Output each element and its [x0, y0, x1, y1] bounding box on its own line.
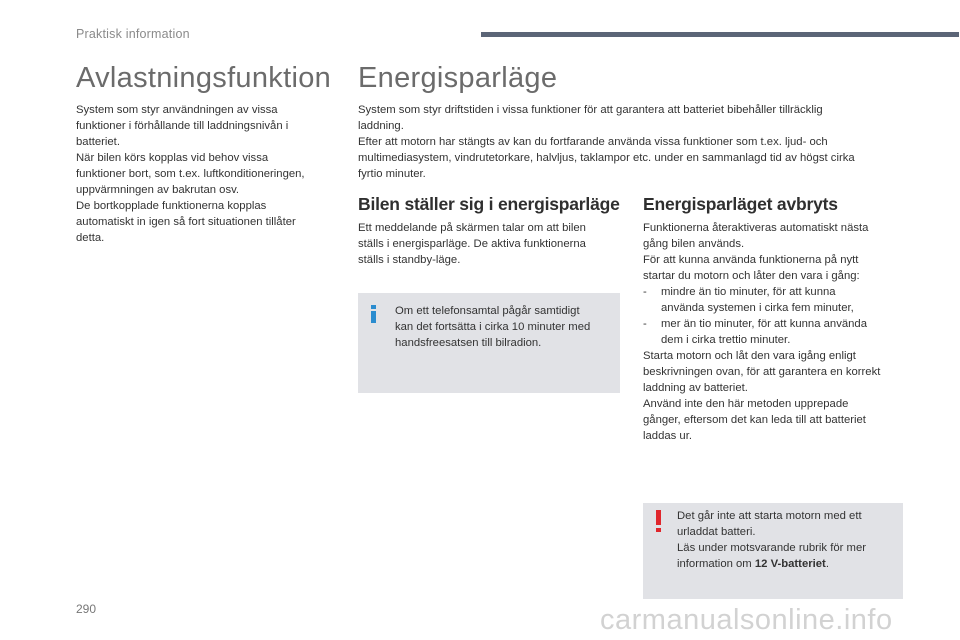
text-line: automatiskt in igen så fort situationen tillåter [76, 216, 296, 228]
text-line: laddas ur. [643, 430, 692, 442]
section-header: Praktisk information [76, 27, 190, 41]
bullet-dash: - [643, 286, 647, 298]
warning-note-box [643, 503, 903, 599]
text-line: System som styr driftstiden i vissa funktioner för att garantera att batteriet bibehåller tillräcklig [358, 104, 823, 116]
text-line: Det går inte att starta motorn med ett [677, 510, 862, 522]
text-line: kan det fortsätta i cirka 10 minuter med [395, 321, 591, 333]
text-line: använda systemen i cirka fem minuter, [661, 302, 854, 314]
text-line: System som styr användningen av vissa [76, 104, 278, 116]
text-line: laddning. [358, 120, 404, 132]
title-energisparlage: Energisparläge [358, 62, 558, 94]
energisparlage-intro [358, 102, 908, 182]
text-line: detta. [76, 232, 105, 244]
text-line: handsfreesatsen till bilradion. [395, 337, 542, 349]
text-line: urladdat batteri. [677, 526, 756, 538]
title-avlastningsfunktion: Avlastningsfunktion [76, 62, 332, 94]
subtitle-mode-on: Bilen ställer sig i energisparläge [358, 194, 620, 214]
info-note-text [395, 303, 610, 351]
info-note-box [358, 293, 620, 393]
mode-off-text [643, 220, 908, 444]
text-line: gånger, eftersom det kan leda till att batteriet [643, 414, 866, 426]
text-line: mer än tio minuter, för att kunna använda [661, 318, 867, 330]
text-line: batteriet. [76, 136, 120, 148]
subtitle-mode-off: Energisparläget avbryts [643, 194, 838, 214]
text-line [677, 556, 895, 572]
text-line: Starta motorn och låt den vara igång enligt [643, 350, 856, 362]
text-line: När bilen körs kopplas vid behov vissa [76, 152, 269, 164]
text-line: funktioner i förhållande till laddningsnivån i [76, 120, 289, 132]
page-number: 290 [76, 602, 97, 616]
text-line: För att kunna använda funktionerna på nytt [643, 254, 859, 266]
text-span: information om [677, 558, 755, 570]
text-line: beskrivningen ovan, för att garantera en korrekt [643, 366, 881, 378]
text-line: funktioner bort, som t.ex. luftkonditioneringen, [76, 168, 305, 180]
text-line: uppvärmningen av bakrutan osv. [76, 184, 240, 196]
header-rule [481, 32, 959, 37]
text-line: startar du motorn och låter den vara i gång: [643, 270, 860, 282]
text-line: Använd inte den här metoden upprepade [643, 398, 849, 410]
text-line: Läs under motsvarande rubrik för mer [677, 542, 866, 554]
text-line: fyrtio minuter. [358, 168, 426, 180]
text-line: Ett meddelande på skärmen talar om att bilen [358, 222, 586, 234]
text-line: Om ett telefonsamtal pågår samtidigt [395, 305, 580, 317]
bullet-item [643, 316, 908, 348]
bullet-dash: - [643, 318, 647, 330]
text-line: gång bilen används. [643, 238, 745, 250]
text-line: Funktionerna återaktiveras automatiskt nästa [643, 222, 869, 234]
mode-on-text [358, 220, 620, 268]
info-icon [369, 305, 378, 323]
watermark: carmanualsonline.info [600, 604, 893, 636]
text-line: multimediasystem, vindrutetorkare, halvljus, taklampor etc. under en sammanlagd tid av högst cirka [358, 152, 855, 164]
warning-icon [655, 510, 663, 532]
text-line: laddning av batteriet. [643, 382, 748, 394]
avlastning-text [76, 102, 338, 246]
text-line: mindre än tio minuter, för att kunna [661, 286, 836, 298]
text-line: Efter att motorn har stängts av kan du fortfarande använda vissa funktioner som t.ex. ljud- och [358, 136, 828, 148]
battery-reference: 12 V-batteriet [754, 558, 826, 570]
bullet-item [643, 284, 908, 316]
text-line: De bortkopplade funktionerna kopplas [76, 200, 267, 212]
warning-note-text [677, 508, 895, 572]
text-line: ställs i standby-läge. [358, 254, 461, 266]
text-span: . [825, 558, 829, 570]
text-line: dem i cirka trettio minuter. [661, 334, 791, 346]
text-line: ställs i energisparläge. De aktiva funktionerna [358, 238, 586, 250]
